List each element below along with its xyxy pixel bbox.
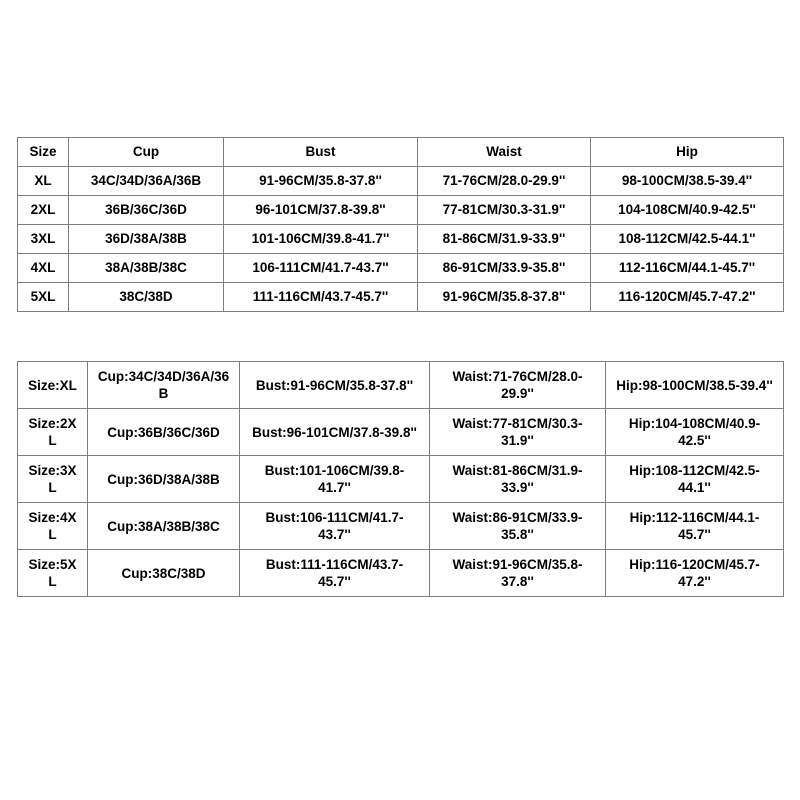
cell-line: Waist:91-96CM/35.8- <box>452 557 583 572</box>
cell-hip: 116-120CM/45.7-47.2'' <box>591 283 784 312</box>
cell-hip <box>606 456 784 503</box>
cell-line: 29.9'' <box>501 386 534 401</box>
cell-line: L <box>48 433 57 448</box>
cell-line: 44.1'' <box>678 480 711 495</box>
header-cell-size: Size <box>18 138 69 167</box>
cell-waist: 81-86CM/31.9-33.9'' <box>418 225 591 254</box>
cell-line: 45.7'' <box>318 574 351 589</box>
cell-line: Waist:86-91CM/33.9- <box>452 510 583 525</box>
cell-line: Cup:34C/34D/36A/36 <box>97 369 230 384</box>
cell-line: Cup:38A/38B/38C <box>107 518 220 534</box>
cell-hip <box>606 503 784 550</box>
cell-waist: 86-91CM/33.9-35.8'' <box>418 254 591 283</box>
cell-line: Waist:77-81CM/30.3- <box>452 416 583 431</box>
cell-line: Hip:98-100CM/38.5-39.4'' <box>616 377 773 393</box>
cell-line: 41.7'' <box>318 480 351 495</box>
cell-size <box>18 456 88 503</box>
cell-size: 3XL <box>18 225 69 254</box>
header-cell-waist: Waist <box>418 138 591 167</box>
cell-line: Size:2X <box>28 416 77 431</box>
cell-hip <box>606 409 784 456</box>
cell-bust <box>240 503 430 550</box>
cell-line: 47.2'' <box>678 574 711 589</box>
cell-line: Hip:116-120CM/45.7- <box>629 557 760 572</box>
cell-waist <box>430 503 606 550</box>
cell-cup <box>88 409 240 456</box>
cell-waist: 91-96CM/35.8-37.8'' <box>418 283 591 312</box>
table-row <box>18 225 784 254</box>
cell-bust: 111-116CM/43.7-45.7'' <box>224 283 418 312</box>
cell-line: 37.8'' <box>501 574 534 589</box>
cell-line: Bust:111-116CM/43.7- <box>265 557 404 572</box>
cell-size: 2XL <box>18 196 69 225</box>
cell-cup <box>88 456 240 503</box>
cell-waist <box>430 550 606 597</box>
cell-hip: 104-108CM/40.9-42.5'' <box>591 196 784 225</box>
cell-waist: 77-81CM/30.3-31.9'' <box>418 196 591 225</box>
cell-line: Bust:101-106CM/39.8- <box>264 463 405 478</box>
cell-line: Hip:108-112CM/42.5- <box>629 463 760 478</box>
cell-hip <box>606 362 784 409</box>
header-cell-cup: Cup <box>69 138 224 167</box>
cell-line: Size:3X <box>28 463 77 478</box>
cell-line: 35.8'' <box>501 527 534 542</box>
cell-line: L <box>48 480 57 495</box>
cell-cup: 38C/38D <box>69 283 224 312</box>
cell-line: Waist:81-86CM/31.9- <box>452 463 583 478</box>
cell-size <box>18 409 88 456</box>
cell-waist <box>430 456 606 503</box>
cell-size <box>18 550 88 597</box>
cell-bust <box>240 550 430 597</box>
cell-line: Cup:38C/38D <box>121 565 206 581</box>
cell-line: 42.5'' <box>678 433 711 448</box>
cell-size <box>18 503 88 550</box>
cell-line: Size:4X <box>28 510 77 525</box>
cell-line: Bust:106-111CM/41.7- <box>265 510 404 525</box>
table-row <box>18 362 784 409</box>
cell-cup <box>88 503 240 550</box>
cell-line: L <box>48 574 57 589</box>
cell-waist <box>430 409 606 456</box>
cell-line: Cup:36B/36C/36D <box>107 424 220 440</box>
cell-line: 45.7'' <box>678 527 711 542</box>
cell-size: 4XL <box>18 254 69 283</box>
table-row <box>18 254 784 283</box>
cell-line: 43.7'' <box>318 527 351 542</box>
table-row <box>18 196 784 225</box>
header-cell-hip: Hip <box>591 138 784 167</box>
cell-line: Waist:71-76CM/28.0- <box>452 369 583 384</box>
cell-line: Bust:96-101CM/37.8-39.8'' <box>252 424 417 440</box>
cell-hip: 108-112CM/42.5-44.1'' <box>591 225 784 254</box>
cell-waist: 71-76CM/28.0-29.9'' <box>418 167 591 196</box>
cell-line: Size:5X <box>28 557 77 572</box>
cell-size: XL <box>18 167 69 196</box>
cell-bust: 101-106CM/39.8-41.7'' <box>224 225 418 254</box>
cell-line: Hip:104-108CM/40.9- <box>628 416 761 431</box>
header-cell-bust: Bust <box>224 138 418 167</box>
cell-hip <box>606 550 784 597</box>
cell-line: Size:XL <box>28 377 77 393</box>
table-row <box>18 456 784 503</box>
cell-cup: 36D/38A/38B <box>69 225 224 254</box>
cell-bust: 91-96CM/35.8-37.8'' <box>224 167 418 196</box>
cell-size: 5XL <box>18 283 69 312</box>
cell-bust: 106-111CM/41.7-43.7'' <box>224 254 418 283</box>
cell-bust <box>240 362 430 409</box>
size-chart-labeled-table <box>17 361 784 597</box>
cell-cup <box>88 362 240 409</box>
cell-bust <box>240 456 430 503</box>
cell-hip: 98-100CM/38.5-39.4'' <box>591 167 784 196</box>
cell-bust: 96-101CM/37.8-39.8'' <box>224 196 418 225</box>
cell-line: Hip:112-116CM/44.1- <box>629 510 760 525</box>
table-row <box>18 503 784 550</box>
cell-line: Bust:91-96CM/35.8-37.8'' <box>255 377 414 393</box>
cell-hip: 112-116CM/44.1-45.7'' <box>591 254 784 283</box>
table-row <box>18 167 784 196</box>
cell-line: 33.9'' <box>501 480 534 495</box>
cell-line: B <box>158 386 169 401</box>
cell-size <box>18 362 88 409</box>
cell-line: L <box>48 527 57 542</box>
table-header-row <box>18 138 784 167</box>
cell-cup: 38A/38B/38C <box>69 254 224 283</box>
table-row <box>18 409 784 456</box>
cell-cup: 36B/36C/36D <box>69 196 224 225</box>
cell-line: 31.9'' <box>501 433 534 448</box>
cell-waist <box>430 362 606 409</box>
table-row <box>18 283 784 312</box>
table-row <box>18 550 784 597</box>
cell-cup <box>88 550 240 597</box>
cell-line: Cup:36D/38A/38B <box>107 471 220 487</box>
cell-bust <box>240 409 430 456</box>
size-chart-table <box>17 137 784 312</box>
cell-cup: 34C/34D/36A/36B <box>69 167 224 196</box>
